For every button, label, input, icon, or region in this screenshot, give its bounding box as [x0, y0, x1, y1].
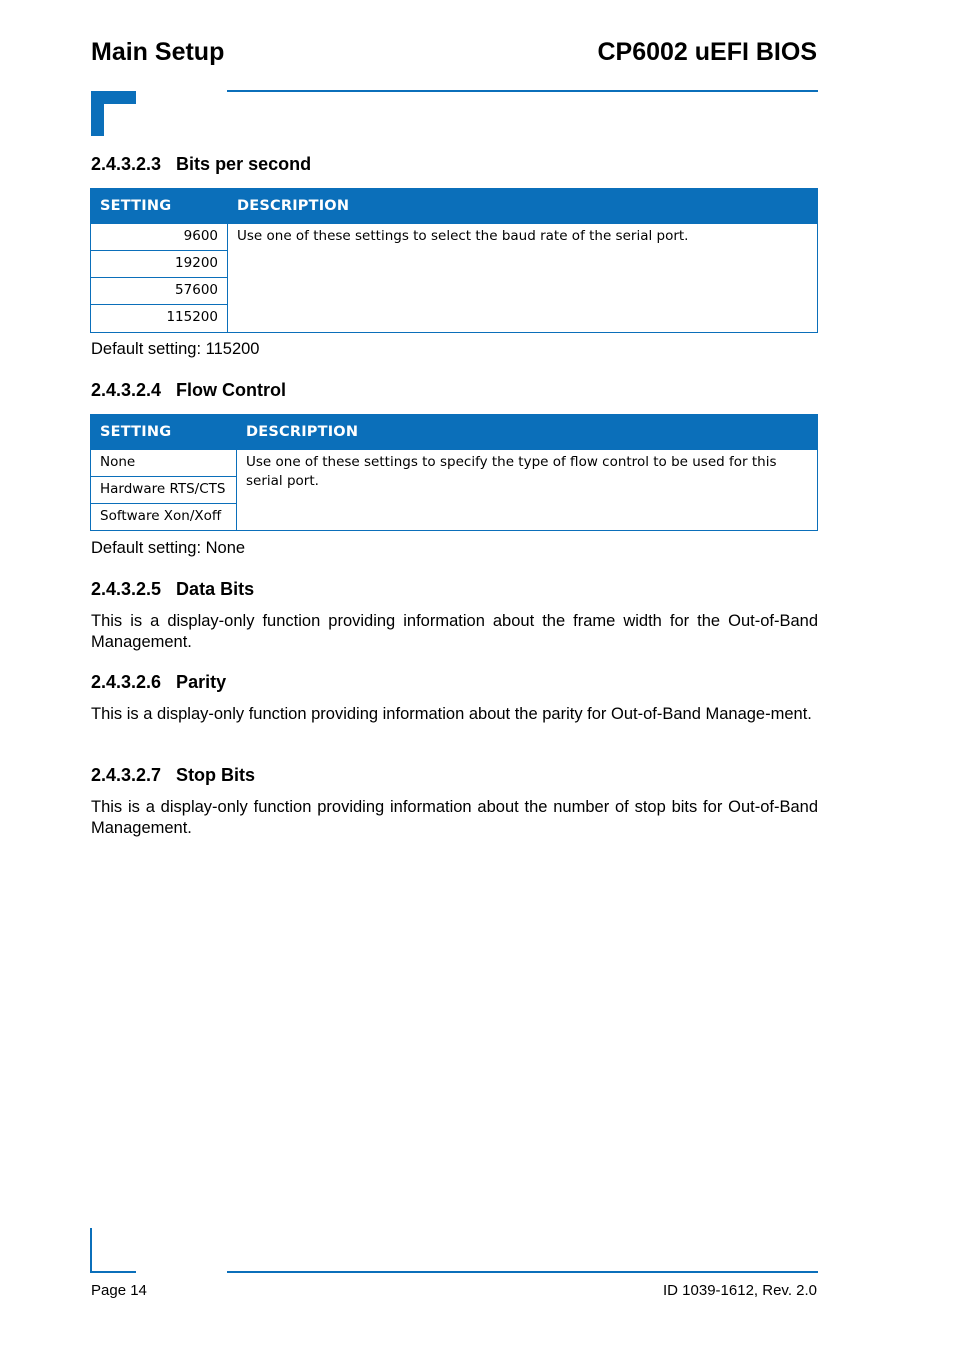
default-setting-bits: Default setting: 115200 — [91, 340, 260, 358]
paragraph-stop-bits: This is a display-only function providing information about the number of stop bits for Out-of-Band Management. — [91, 798, 818, 837]
heading-stop-bits: 2.4.3.2.7 Stop Bits — [91, 765, 256, 785]
heading-bits-per-second: 2.4.3.2.3 Bits per second — [91, 154, 312, 174]
setting-cell: 19200 — [91, 251, 228, 278]
heading-parity: 2.4.3.2.6 Parity — [91, 672, 227, 692]
setting-cell: Software Xon/Xoff — [91, 504, 237, 531]
heading-data-bits: 2.4.3.2.5 Data Bits — [91, 579, 255, 599]
paragraph-data-bits: This is a display-only function providing information about the frame width for the Out-of-Band Management. — [91, 612, 818, 651]
header-rule — [227, 90, 818, 92]
bits-per-second-table — [90, 188, 818, 333]
page-number: Page 14 — [91, 1282, 147, 1299]
setting-cell: Hardware RTS/CTS — [91, 477, 237, 504]
document-id: ID 1039-1612, Rev. 2.0 — [663, 1282, 817, 1299]
description-cell: Use one of these settings to specify the type of flow control to be used for this serial port. — [237, 450, 818, 531]
setting-cell: 115200 — [91, 305, 228, 333]
footer-rule — [227, 1271, 818, 1273]
description-cell: Use one of these settings to select the baud rate of the serial port. — [228, 224, 818, 333]
header-section-title: Main Setup — [91, 38, 225, 66]
flow-control-table — [90, 414, 818, 531]
corner-mark-top — [91, 91, 136, 136]
column-header-description: DESCRIPTION — [228, 189, 818, 224]
column-header-description: DESCRIPTION — [237, 415, 818, 450]
default-setting-flow: Default setting: None — [91, 539, 246, 557]
setting-cell: None — [91, 450, 237, 477]
heading-flow-control: 2.4.3.2.4 Flow Control — [91, 380, 287, 400]
setting-cell: 57600 — [91, 278, 228, 305]
header-product-title: CP6002 uEFI BIOS — [597, 38, 817, 66]
column-header-setting: SETTING — [91, 415, 237, 450]
column-header-setting: SETTING — [91, 189, 228, 224]
corner-mark-bottom — [90, 1228, 136, 1273]
setting-cell: 9600 — [91, 224, 228, 251]
paragraph-parity: This is a display-only function providing information about the parity for Out-of-Band Manage-ment. — [91, 705, 812, 723]
